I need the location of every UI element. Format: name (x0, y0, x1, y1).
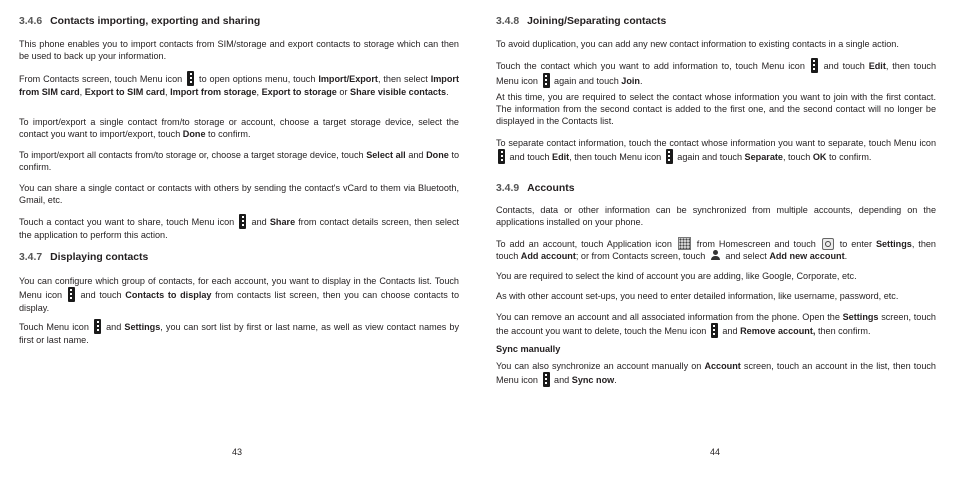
text: . (614, 375, 617, 385)
paragraph (19, 116, 459, 140)
text-bold: Edit (868, 61, 886, 71)
text: from contacts list screen, then you can choose contacts to display. (19, 290, 460, 313)
text: and (251, 217, 267, 227)
text: , then touch Menu icon (569, 152, 662, 162)
text: from contact details screen, then select the application to perform this action. (19, 217, 460, 240)
paragraph (19, 275, 459, 314)
section-title: Displaying contacts (50, 252, 149, 263)
text: , then touch Menu icon (496, 61, 937, 86)
text: and (408, 150, 424, 160)
section-heading-3-4-8 (496, 16, 666, 27)
menu-icon (239, 214, 246, 229)
text-bold: Import/Export (318, 74, 378, 84)
menu-icon (543, 372, 550, 387)
text: , then select (377, 74, 428, 84)
left-page (19, 0, 459, 477)
text: To add an account, touch Application icon (496, 239, 672, 249)
text-bold: Share visible contacts (350, 87, 447, 97)
text: to confirm. (19, 150, 460, 172)
section-heading-3-4-7 (19, 252, 148, 263)
text: and (554, 375, 570, 385)
section-number: 3.4.6 (19, 16, 43, 27)
section-heading-3-4-9 (496, 183, 574, 194)
text-bold: Sync now (571, 375, 615, 385)
text: Touch Menu icon (19, 322, 89, 332)
text: then confirm. (817, 326, 871, 336)
paragraph: You are required to select the kind of account you are adding, like Google, Corporate, etc. (496, 271, 857, 281)
text: , you can sort list by first or last name, as well as view contact names by first or last name. (19, 322, 460, 345)
right-page (496, 0, 936, 477)
text-bold: OK (812, 152, 827, 162)
text: To separate contact information, touch the contact whose information you want to separate, touch Menu icon (496, 138, 936, 148)
section-title: Contacts importing, exporting and sharing (50, 16, 261, 27)
paragraph (19, 319, 459, 346)
page-number: 43 (232, 447, 243, 457)
text: To import/export a single contact from/to storage or account, choose a target storage device, select the contact you want to import/export, touch (19, 117, 459, 139)
text: . (446, 87, 449, 97)
text-bold: Edit (552, 152, 570, 162)
paragraph (496, 360, 936, 387)
paragraph: To avoid duplication, you can add any new contact information to existing contacts in a single action. (496, 39, 899, 49)
page-number: 44 (710, 447, 721, 457)
apps-icon (678, 237, 691, 250)
menu-icon (711, 323, 718, 338)
text: ; or from Contacts screen, touch (575, 251, 706, 261)
settings-icon (822, 238, 834, 250)
text-bold: Remove account, (740, 326, 816, 336)
text: You can remove an account and all associated information from the phone. Open the (496, 312, 840, 322)
text-bold: Export to storage (261, 87, 337, 97)
paragraph (19, 149, 459, 173)
paragraph: You can share a single contact or contacts with others by sending the contact's vCard to them via Bluetooth, Gmail, etc. (19, 183, 459, 205)
paragraph: As with other account set-ups, you need to enter detailed information, like username, password, etc. (496, 291, 899, 301)
text-bold: Settings (875, 239, 912, 249)
text-bold: Settings (842, 312, 879, 322)
menu-icon (666, 149, 673, 164)
text-bold: Share (269, 217, 296, 227)
section-number: 3.4.8 (496, 16, 520, 27)
text-bold: Select all (366, 150, 406, 160)
text: to enter (839, 239, 872, 249)
text: , (165, 87, 171, 97)
section-heading-3-4-6 (19, 16, 260, 27)
menu-icon (187, 71, 194, 86)
text: , (256, 87, 262, 97)
menu-icon (498, 149, 505, 164)
text: from Homescreen and touch (696, 239, 816, 249)
text-bold: Separate (744, 152, 783, 162)
paragraph (496, 311, 936, 338)
paragraph: This phone enables you to import contacts from SIM/storage and export contacts to storage which can then be used to back up your information. (19, 39, 459, 61)
section-number: 3.4.9 (496, 183, 520, 194)
paragraph (496, 237, 936, 262)
text: again and touch (554, 76, 619, 86)
text: . (640, 76, 643, 86)
text-bold: Import from storage (170, 87, 257, 97)
text: , touch (782, 152, 811, 162)
text: again and touch (677, 152, 743, 162)
text: and (106, 322, 122, 332)
text: You can configure which group of contacts, for each account, you want to display in the Contacts list. Touch Menu icon (19, 276, 459, 300)
text: . (844, 251, 848, 261)
section-title: Accounts (527, 183, 575, 194)
paragraph (19, 71, 459, 98)
subheading-sync-manually: Sync manually (496, 344, 561, 354)
section-title: Joining/Separating contacts (527, 16, 667, 27)
text: To import/export all contacts from/to storage or, choose a target storage device, touch (19, 150, 364, 160)
paragraph (496, 58, 936, 88)
section-number: 3.4.7 (19, 252, 43, 263)
text-bold: Add new account (769, 251, 845, 261)
text: and touch (509, 152, 550, 162)
menu-icon (811, 58, 818, 73)
text: From Contacts screen, touch Menu icon (19, 74, 183, 84)
paragraph: At this time, you are required to select the contact whose information you want to join with the first contact. The information from the second contact is added to the first one, and the second contact will no longer be displayed in the Contacts list. (496, 92, 936, 126)
text-bold: Account (704, 361, 741, 371)
text: , (79, 87, 85, 97)
text: and touch (80, 290, 122, 300)
paragraph: Contacts, data or other information can be synchronized from multiple accounts, depending on the applications installed on your phone. (496, 205, 936, 227)
text: Touch a contact you want to share, touch Menu icon (19, 217, 235, 227)
menu-icon (543, 73, 550, 88)
text: Touch the contact which you want to add information to, touch Menu icon (496, 61, 805, 71)
text-bold: Done (182, 129, 206, 139)
text-bold: Done (426, 150, 449, 160)
text-bold: Contacts to display (125, 290, 212, 300)
text: to open options menu, touch (199, 74, 316, 84)
text: and select (725, 251, 767, 261)
menu-icon (94, 319, 101, 334)
paragraph (496, 137, 936, 164)
contacts-icon (710, 250, 721, 262)
text: to confirm. (828, 152, 872, 162)
text: screen, touch the account you want to delete, touch the Menu icon (496, 312, 936, 336)
text: and (722, 326, 738, 336)
text: You can also synchronize an account manually on (496, 361, 702, 371)
paragraph (19, 214, 459, 241)
text-bold: Add account (520, 251, 576, 261)
text-bold: Import from SIM card (19, 74, 459, 97)
text-bold: Settings (124, 322, 161, 332)
text: or (339, 87, 348, 97)
text: and touch (823, 61, 865, 71)
text: , then touch (496, 239, 936, 261)
menu-icon (68, 287, 75, 302)
text-bold: Export to SIM card (84, 87, 166, 97)
text: screen, touch an account in the list, then touch Menu icon (496, 361, 936, 385)
text: to confirm. (208, 129, 251, 139)
text-bold: Join (621, 76, 640, 86)
